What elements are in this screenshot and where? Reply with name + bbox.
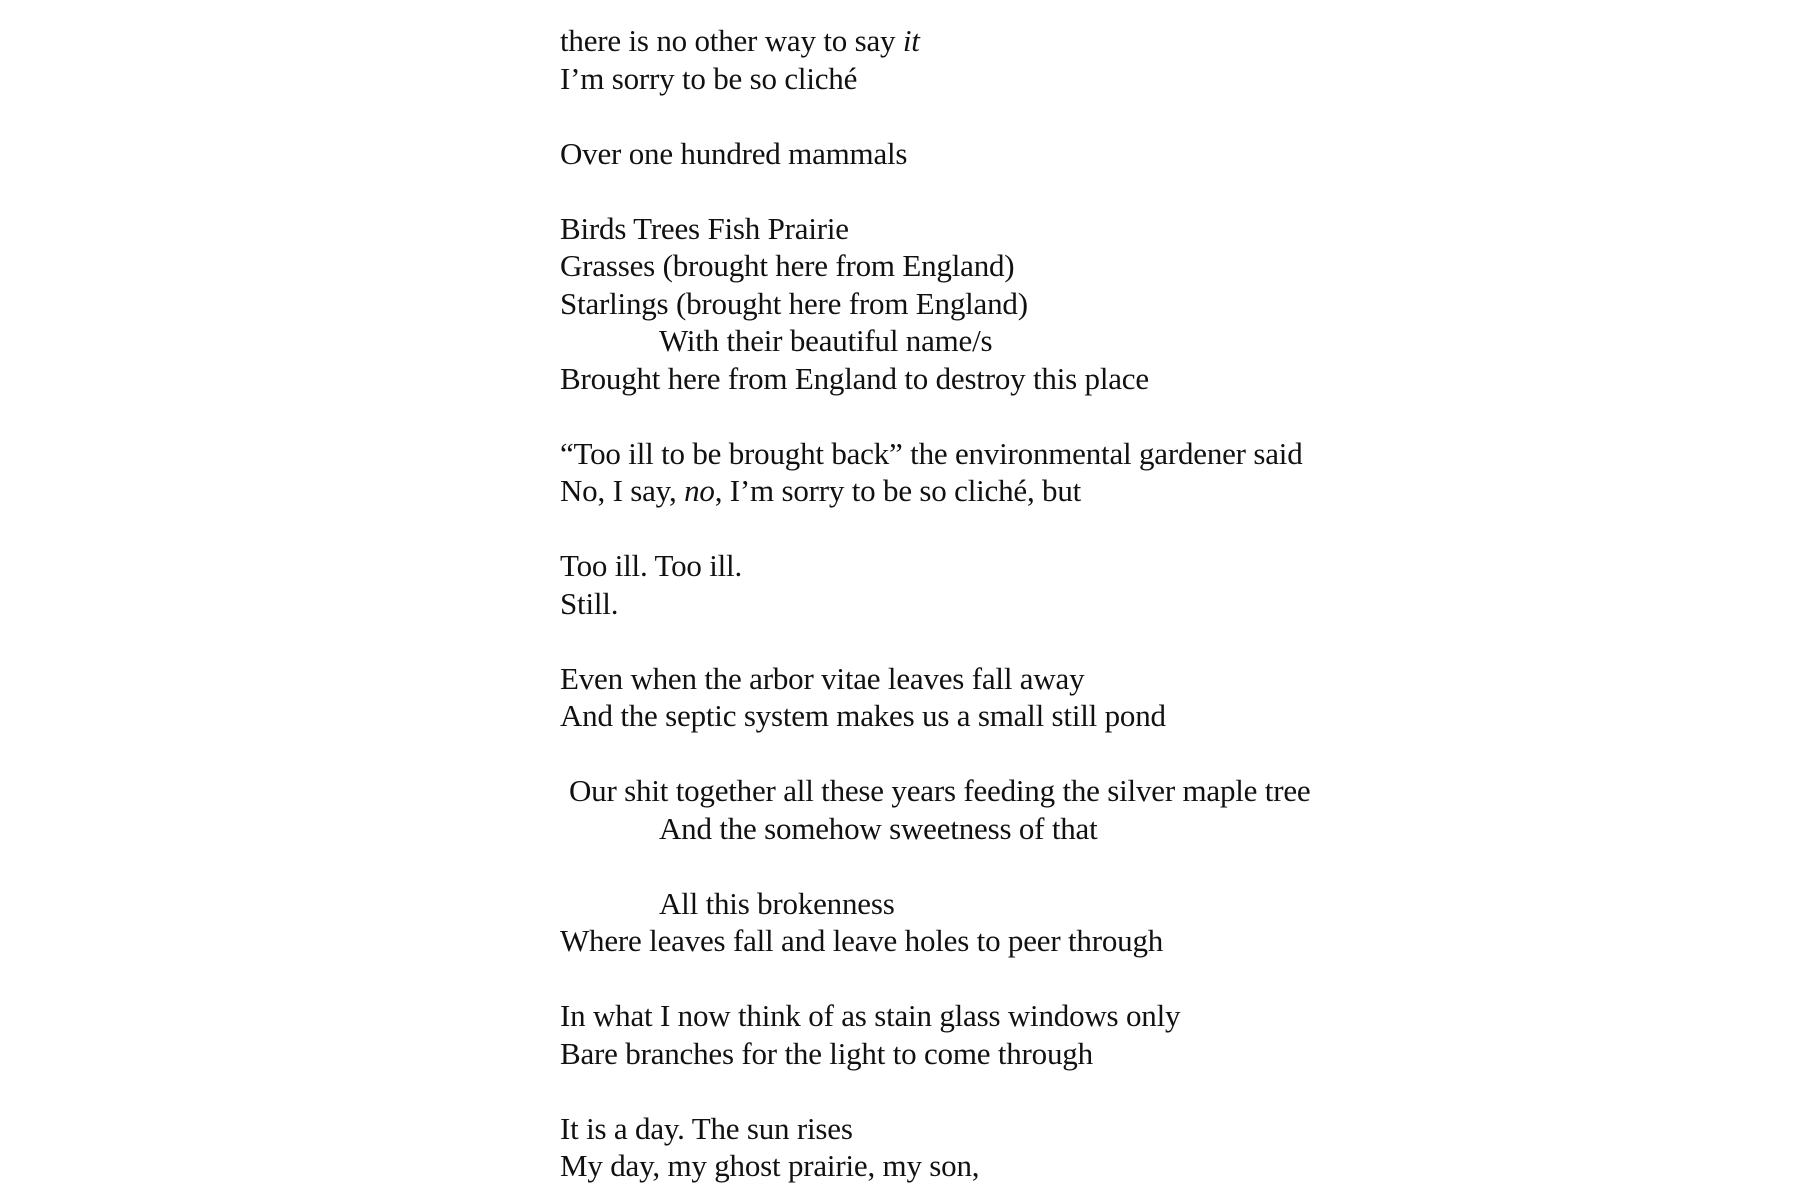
poem-body: [560, 22, 1760, 1185]
poem-line: In what I now think of as stain glass windows only: [560, 998, 1181, 1033]
stanza-break: [560, 510, 1760, 548]
stanza-break: [560, 97, 1760, 135]
poem-line: It is a day. The sun rises: [560, 1110, 853, 1146]
stanza-break: [560, 847, 1760, 885]
poem-line: [560, 22, 1760, 60]
stanza-break: [560, 622, 1760, 660]
poem-line: Over one hundred mammals: [560, 135, 908, 171]
poem-line: “Too ill to be brought back” the environmental gardener said: [560, 435, 1303, 471]
poem-text: , I’m sorry to be so cliché, but: [714, 473, 1082, 508]
stanza-break: [560, 1072, 1760, 1110]
poem-line: I’m sorry to be so cliché: [560, 60, 858, 96]
poem-line: My day, my ghost prairie, my son,: [560, 1148, 980, 1183]
stanza-break: [560, 960, 1760, 998]
stanza-break: [560, 735, 1760, 773]
poem-line-indented: All this brokenness: [659, 885, 895, 921]
poem-italic-word: no: [684, 473, 715, 508]
poem-line: Still.: [560, 585, 619, 621]
poem-line: Our shit together all these years feeding the silver maple tree: [569, 773, 1311, 808]
stanza-break: [560, 172, 1760, 210]
poem-line: Birds Trees Fish Prairie: [560, 210, 849, 246]
poem-line: Too ill. Too ill.: [560, 548, 743, 583]
poem-line: Grasses (brought here from England): [560, 248, 1015, 283]
poem-text: No, I say,: [560, 473, 685, 508]
poem-line: [560, 472, 1760, 510]
poem-line: Bare branches for the light to come through: [560, 1035, 1093, 1071]
poem-line: Even when the arbor vitae leaves fall away: [560, 660, 1085, 696]
poem-line: And the septic system makes us a small still pond: [560, 698, 1166, 733]
poem-line: Starlings (brought here from England): [560, 285, 1028, 321]
poem-line: Brought here from England to destroy this place: [560, 360, 1149, 396]
stanza-break: [560, 397, 1760, 435]
poem-line-indented: And the somehow sweetness of that: [659, 810, 1098, 846]
poem-line-indented: With their beautiful name/s: [659, 323, 993, 358]
poem-text: there is no other way to say: [560, 23, 903, 58]
poem-italic-word: it: [902, 23, 920, 58]
poem-line: Where leaves fall and leave holes to peer through: [560, 923, 1164, 958]
